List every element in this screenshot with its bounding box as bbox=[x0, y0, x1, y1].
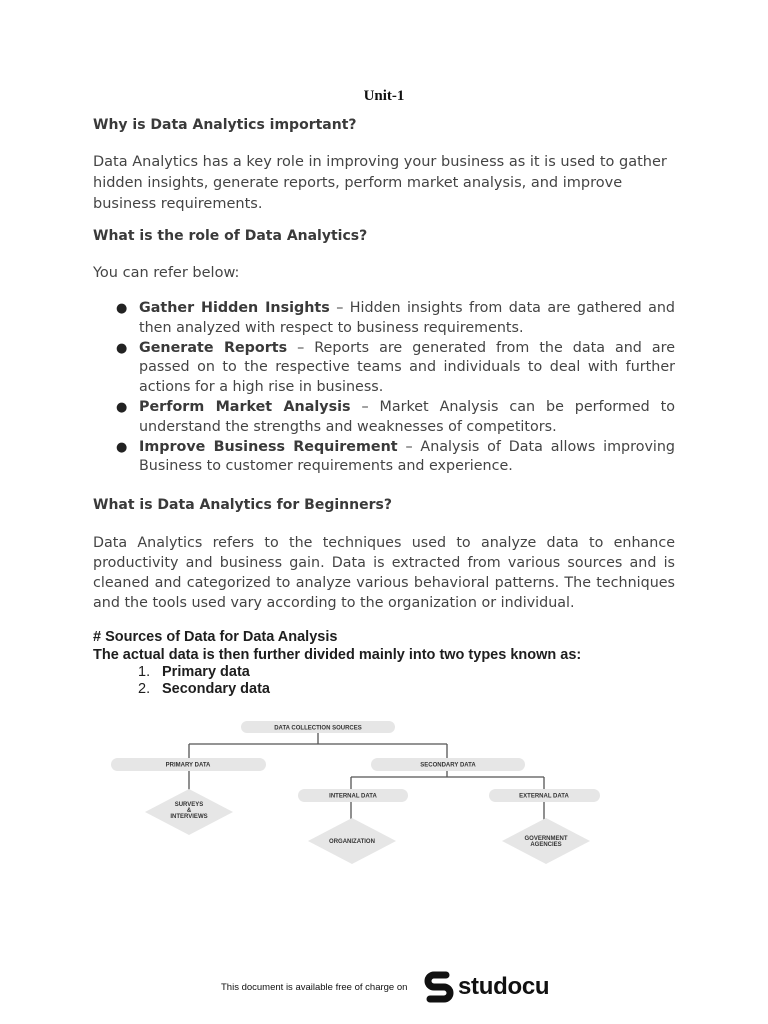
list-number: 2. bbox=[138, 681, 151, 697]
studocu-logo[interactable] bbox=[424, 970, 549, 1004]
bullet-text: – Market Analysis can be performed to understand the strengths and weaknesses of competitors. bbox=[139, 398, 676, 435]
heading-beginners: What is Data Analytics for Beginners? bbox=[93, 497, 392, 513]
label-secondary: SECONDARY DATA bbox=[420, 762, 476, 769]
bullet-text: – Reports are generated from the data and are passed on to the respective teams and individuals to deal with further actions for a high rise in business. bbox=[139, 339, 675, 396]
list-label: Primary data bbox=[162, 664, 250, 680]
label-external: EXTERNAL DATA bbox=[519, 793, 569, 800]
subheading-types: The actual data is then further divided mainly into two types known as: bbox=[93, 647, 582, 663]
heading-why-important: Why is Data Analytics important? bbox=[93, 117, 357, 133]
label-organization: ORGANIZATION bbox=[329, 839, 375, 845]
heading-role: What is the role of Data Analytics? bbox=[93, 228, 368, 244]
bullet-term: Generate Reports bbox=[139, 339, 288, 356]
label-surveys-2: & bbox=[186, 808, 192, 814]
label-surveys-1: SURVEYS bbox=[174, 802, 204, 808]
label-root: DATA COLLECTION SOURCES bbox=[274, 725, 362, 732]
unit-title: Unit-1 bbox=[363, 88, 405, 104]
paragraph-beginners: Data Analytics refers to the techniques used to analyze data to enhance productivity and business gain. Data is extracted from various sources and is cleaned and categorized to analyze various behavioral patterns. The techniques and the tools used vary according to the organization or individual. bbox=[93, 535, 675, 611]
bullet-text: – Hidden insights from data are gathered and then analyzed with respect to business requirements. bbox=[139, 300, 675, 336]
heading-sources: # Sources of Data for Data Analysis bbox=[93, 629, 338, 645]
studocu-logo-icon bbox=[424, 971, 454, 1003]
footer-availability-text: This document is available free of charge on bbox=[221, 982, 408, 993]
bullet-icon: ● bbox=[116, 399, 128, 415]
bullet-icon: ● bbox=[116, 301, 128, 316]
studocu-wordmark: studocu bbox=[458, 973, 550, 1000]
label-government-2: AGENCIES bbox=[530, 842, 562, 848]
bullet-icon: ● bbox=[116, 340, 128, 356]
bullet-term: Perform Market Analysis bbox=[139, 398, 351, 415]
bullet-text: – Analysis of Data allows improving Business to customer requirements and experience. bbox=[139, 438, 676, 475]
label-primary: PRIMARY DATA bbox=[165, 762, 211, 769]
list-number: 1. bbox=[138, 664, 151, 680]
label-internal: INTERNAL DATA bbox=[329, 793, 377, 800]
bullet-term: Improve Business Requirement bbox=[139, 438, 398, 455]
bullet-icon: ● bbox=[116, 439, 128, 455]
label-surveys-3: INTERVIEWS bbox=[170, 814, 208, 820]
paragraph-refer-below: You can refer below: bbox=[93, 265, 240, 281]
paragraph-why-important: Data Analytics has a key role in improving your business as it is used to gather hidden insights, generate reports, perform market analysis, and improve business requirements. bbox=[93, 154, 667, 212]
list-label: Secondary data bbox=[162, 681, 270, 697]
bullet-term: Gather Hidden Insights bbox=[139, 300, 330, 316]
label-government-1: GOVERNMENT bbox=[524, 836, 568, 842]
